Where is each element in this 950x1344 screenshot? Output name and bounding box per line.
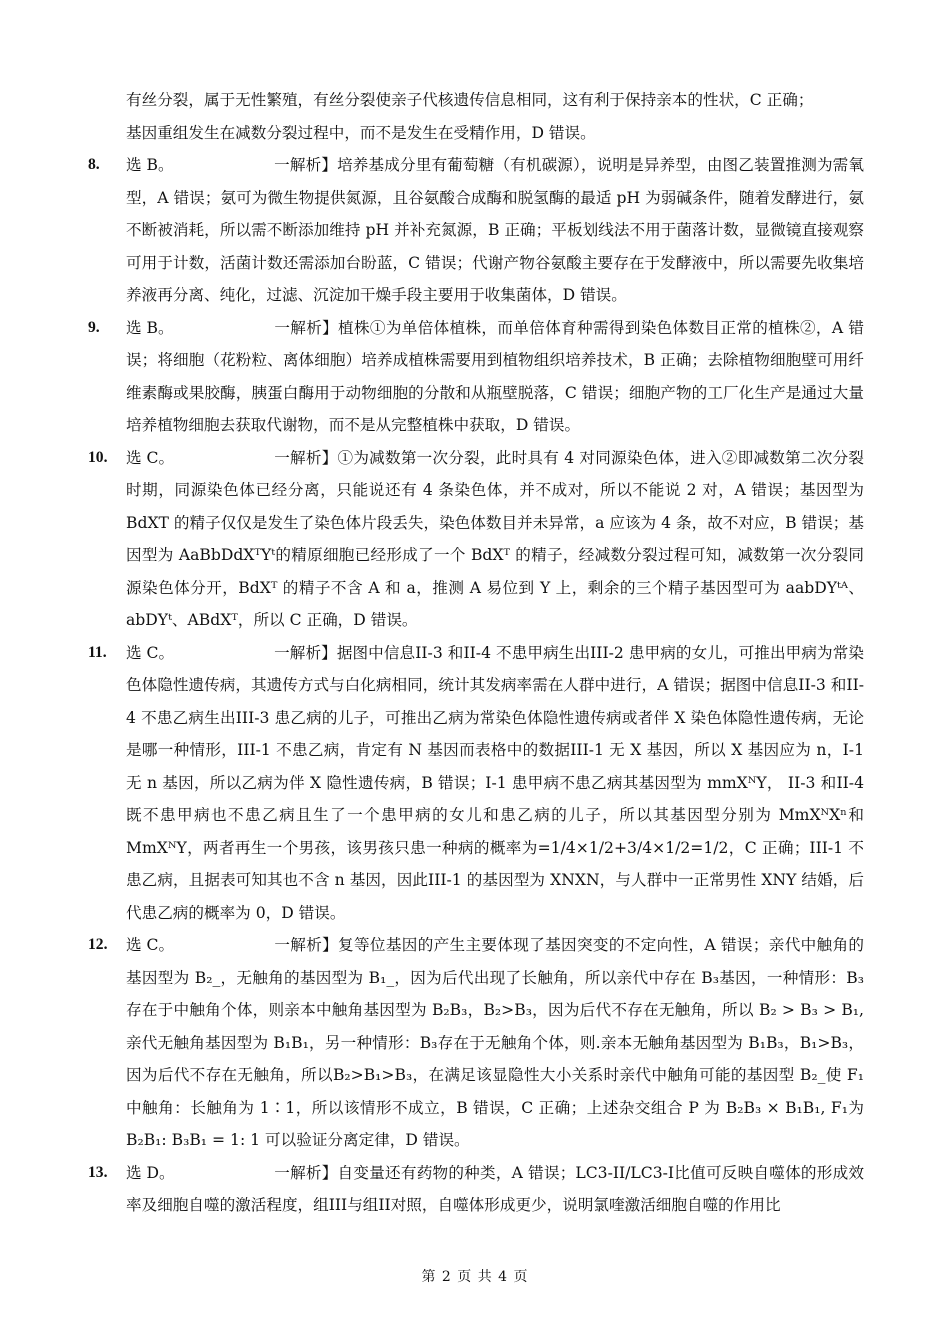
answer-content <box>88 84 864 1222</box>
analysis-text: 一解析】据图中信息II-3 和II-4 不患甲病生出III-2 患甲病的女儿，可推出甲病为常染色体隐性遗传病，其遗传方式与白化病相同，统计其发病率需在人群中进行，A 错误；据图中信息II-3 和II-4 不患乙病生出III-3 患乙病的儿子，可推出乙病为常染色体隐性遗传病或者伴 X 染色体隐性遗传病，无论是哪一种情形，III-1 不患乙病，肯定有 N 基因而表格中的数据III-1 无 X 基因，所以 X 基因应为 n，I-1 无 n 基因，所以乙病为伴 X 隐性遗传病，B 错误；I-1 患甲病不患乙病其基因型为 mmXᴺY， II-3 和II-4 既不患甲病也不患乙病且生了一个患甲病的女儿和患乙病的儿子，所以其基因型分别为 MmXᴺXⁿ和 MmXᴺY，两者再生一个男孩，该男孩只患一种病的概率为=1/4×1/2+3/4×1/2=1/2，C 正确；III-1 不患乙病，且据表可知其也不含 n 基因，因此III-1 的基因型为 XNXN，与人群中一正常男性 XNY 结婚，后代患乙病的概率为 0，D 错误。 <box>126 643 864 922</box>
question-11 <box>88 637 864 930</box>
answer-choice: 选 D。 <box>126 1163 175 1182</box>
question-number: 12. <box>88 936 108 953</box>
answer-choice: 选 B。 <box>126 156 174 174</box>
analysis-text: 一解析】复等位基因的产生主要体现了基因突变的不定向性，A 错误；亲代中触角的基因型为 B₂_，无触角的基因型为 B₁_，因为后代出现了长触角，所以亲代中存在 B₃基因，一种情形：B₃存在于中触角个体，则亲本中触角基因型为 B₂B₃，B₂>B₃，因为后代不存在无触角，所以 B₂ > B₃ > B₁,亲代无触角基因型为 B₁B₁，另一种情形：B₃存在于无触角个体，则.亲本无触角基因型为 B₁B₃，B₁>B₃，因为后代不存在无触角，所以B₂>B₁>B₃，在满足该显隐性大小关系时亲代中触角可能的基因型 B₂_使 F₁中触角：长触角为 1∶1，所以该情形不成立，B 错误，C 正确；上述杂交组合 P 为 B₂B₃ × B₁B₁, F₁为 B₂B₁: B₃B₁ = 1: 1 可以验证分离定律，D 错误。 <box>126 936 864 1149</box>
question-8 <box>88 149 864 312</box>
answer-choice: 选 C。 <box>126 448 175 467</box>
analysis-text: 一解析】培养基成分里有葡萄糖（有机碳源），说明是异养型，由图乙装置推测为需氧型，A 错误；氨可为微生物提供氮源，且谷氨酸合成酶和脱氢酶的最适 pH 为弱碱条件，随着发酵进行，氨不断被消耗，所以需不断添加维持 pH 并补充氮源，B 正确；平板划线法不用于菌落计数，显微镜直接观察可用于计数，活菌计数还需添加台盼蓝，C 错误；代谢产物谷氨酸主要存在于发酵液中，所以需要先收集培养液再分离、纯化，过滤、沉淀加干燥手段主要用于收集菌体，D 错误。 <box>126 156 864 304</box>
question-9 <box>88 312 864 442</box>
question-12 <box>88 929 864 1157</box>
analysis-text: 一解析】自变量还有药物的种类，A 错误；LC3-II/LC3-I比值可反映自噬体的形成效率及细胞自噬的激活程度，组III与组II对照，自噬体形成更少，说明氯喹激活细胞自噬的作用比 <box>126 1163 864 1214</box>
intro-paragraph <box>88 84 864 149</box>
analysis-text: 一解析】①为减数第一次分裂，此时具有 4 对同源染色体，进入②即减数第二次分裂时期，同源染色体已经分离，只能说还有 4 条染色体，并不成对，所以不能说 2 对，A 错误；基因型为 BdXT 的精子仅仅是发生了染色体片段丢失，染色体数目并未异常，a 应该为 4 条，故不对应，B 错误；基因型为 AaBbDdXᵀYᵗ的精原细胞已经形成了一个 BdXᵀ 的精子，经减数分裂过程可知，减数第一次分裂同源染色体分开，BdXᵀ 的精子不含 A 和 a，推测 A 易位到 Y 上，剩余的三个精子基因型可为 aabDYᵗᴬ、abDYᵗ、ABdXᵀ，所以 C 正确，D 错误。 <box>126 448 864 629</box>
intro-line-1: 有丝分裂，属于无性繁殖，有丝分裂使亲子代核遗传信息相同，这有利于保持亲本的性状，C 正确； <box>126 91 814 109</box>
answer-choice: 选 C。 <box>126 643 175 662</box>
question-number: 13. <box>88 1163 108 1181</box>
question-number: 11. <box>88 643 107 661</box>
answer-choice: 选 C。 <box>126 936 175 954</box>
answer-choice: 选 B。 <box>126 318 174 337</box>
question-13 <box>88 1157 864 1222</box>
question-number: 8. <box>88 156 100 173</box>
question-10 <box>88 442 864 637</box>
question-number: 10. <box>88 448 108 466</box>
page-footer: 第 2 页 共 4 页 <box>421 1269 529 1285</box>
intro-line-2: 基因重组发生在减数分裂过程中，而不是发生在受精作用，D 错误。 <box>126 123 596 142</box>
analysis-text: 一解析】植株①为单倍体植株，而单倍体育种需得到染色体数目正常的植株②，A 错误；将细胞（花粉粒、离体细胞）培养成植株需要用到植物组织培养技术，B 正确；去除植物细胞壁可用纤维素酶或果胶酶，胰蛋白酶用于动物细胞的分散和从瓶壁脱落，C 错误；细胞产物的工厂化生产是通过大量培养植物细胞去获取代谢物，而不是从完整植株中获取，D 错误。 <box>126 318 864 434</box>
question-number: 9. <box>88 318 100 336</box>
